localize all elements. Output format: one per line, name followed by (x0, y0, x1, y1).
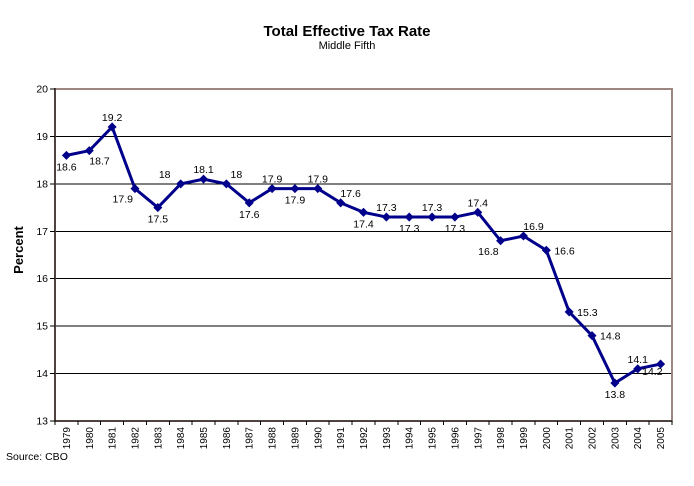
data-label-1993: 17.3 (376, 202, 397, 215)
chart-title: Total Effective Tax Rate (263, 23, 431, 40)
x-tick-label-1980: 1980 (84, 427, 96, 450)
x-tick-label-1982: 1982 (130, 427, 142, 450)
x-tick-label-1993: 1993 (381, 427, 393, 450)
x-tick-label-2002: 2002 (587, 427, 599, 450)
x-tick-label-1987: 1987 (244, 427, 256, 450)
data-label-1979: 18.6 (56, 161, 77, 174)
x-tick-label-1985: 1985 (199, 427, 211, 450)
x-tick-label-1989: 1989 (290, 427, 302, 450)
y-tick-label-20: 20 (36, 83, 48, 96)
data-label-1995: 17.3 (421, 202, 443, 215)
x-tick-label-1984: 1984 (176, 427, 188, 450)
y-tick-label-17: 17 (36, 225, 48, 238)
y-tick-label-14: 14 (36, 368, 48, 381)
data-label-1996: 17.3 (444, 223, 466, 236)
data-label-1986: 18 (230, 168, 243, 181)
source-note: Source: CBO (6, 451, 68, 463)
data-label-1997: 17.4 (467, 197, 488, 210)
data-label-2005: 14.2 (642, 366, 663, 379)
data-label-1980: 18.7 (89, 155, 110, 168)
data-label-1998: 16.8 (478, 245, 499, 258)
x-tick-label-1995: 1995 (427, 427, 439, 450)
x-tick-label-1997: 1997 (473, 427, 485, 450)
data-label-1984: 18 (158, 168, 171, 181)
x-tick-label-2004: 2004 (633, 427, 645, 450)
data-label-2002: 14.8 (600, 330, 621, 343)
data-label-1991: 17.6 (340, 187, 361, 200)
data-label-1983: 17.5 (147, 213, 169, 226)
data-label-1990: 17.9 (307, 173, 329, 186)
x-tick-label-1992: 1992 (359, 427, 370, 450)
x-tick-label-1983: 1983 (153, 427, 165, 450)
data-label-1999: 16.9 (523, 221, 544, 234)
data-label-1992: 17.4 (353, 218, 374, 231)
data-label-1994: 17.3 (398, 223, 420, 236)
x-tick-label-2003: 2003 (610, 427, 622, 450)
y-tick-label-16: 16 (36, 273, 48, 286)
y-tick-label-15: 15 (36, 320, 48, 333)
x-tick-label-2000: 2000 (541, 427, 553, 450)
plot-area (55, 89, 672, 421)
y-tick-label-18: 18 (36, 178, 48, 191)
x-tick-label-2001: 2001 (564, 427, 576, 450)
data-label-2001: 15.3 (577, 306, 598, 319)
data-label-1989: 17.9 (284, 194, 306, 207)
x-tick-label-2005: 2005 (656, 427, 668, 450)
data-label-2003: 13.8 (604, 389, 626, 402)
data-label-1985: 18.1 (193, 164, 214, 177)
x-tick-label-1996: 1996 (450, 427, 462, 450)
chart-subtitle: Middle Fifth (318, 40, 376, 52)
x-tick-label-1979: 1979 (61, 427, 73, 450)
x-tick-label-1988: 1988 (267, 427, 279, 450)
data-label-2004: 14.1 (627, 353, 648, 366)
x-tick-label-1994: 1994 (404, 427, 416, 450)
x-tick-label-1990: 1990 (313, 427, 325, 450)
data-label-1982: 17.9 (112, 193, 133, 206)
x-tick-label-1999: 1999 (518, 427, 530, 450)
x-tick-label-1981: 1981 (107, 427, 119, 450)
x-tick-label-1991: 1991 (336, 427, 348, 450)
x-tick-label-1986: 1986 (221, 427, 233, 450)
data-label-1987: 17.6 (239, 208, 260, 221)
x-tick-label-1998: 1998 (496, 426, 508, 450)
y-tick-label-19: 19 (36, 130, 48, 143)
data-label-1988: 17.9 (261, 173, 283, 186)
data-label-2000: 16.6 (554, 245, 575, 258)
y-axis-title: Percent (11, 226, 26, 274)
data-label-1981: 19.2 (101, 111, 123, 124)
y-tick-label-13: 13 (36, 415, 48, 428)
